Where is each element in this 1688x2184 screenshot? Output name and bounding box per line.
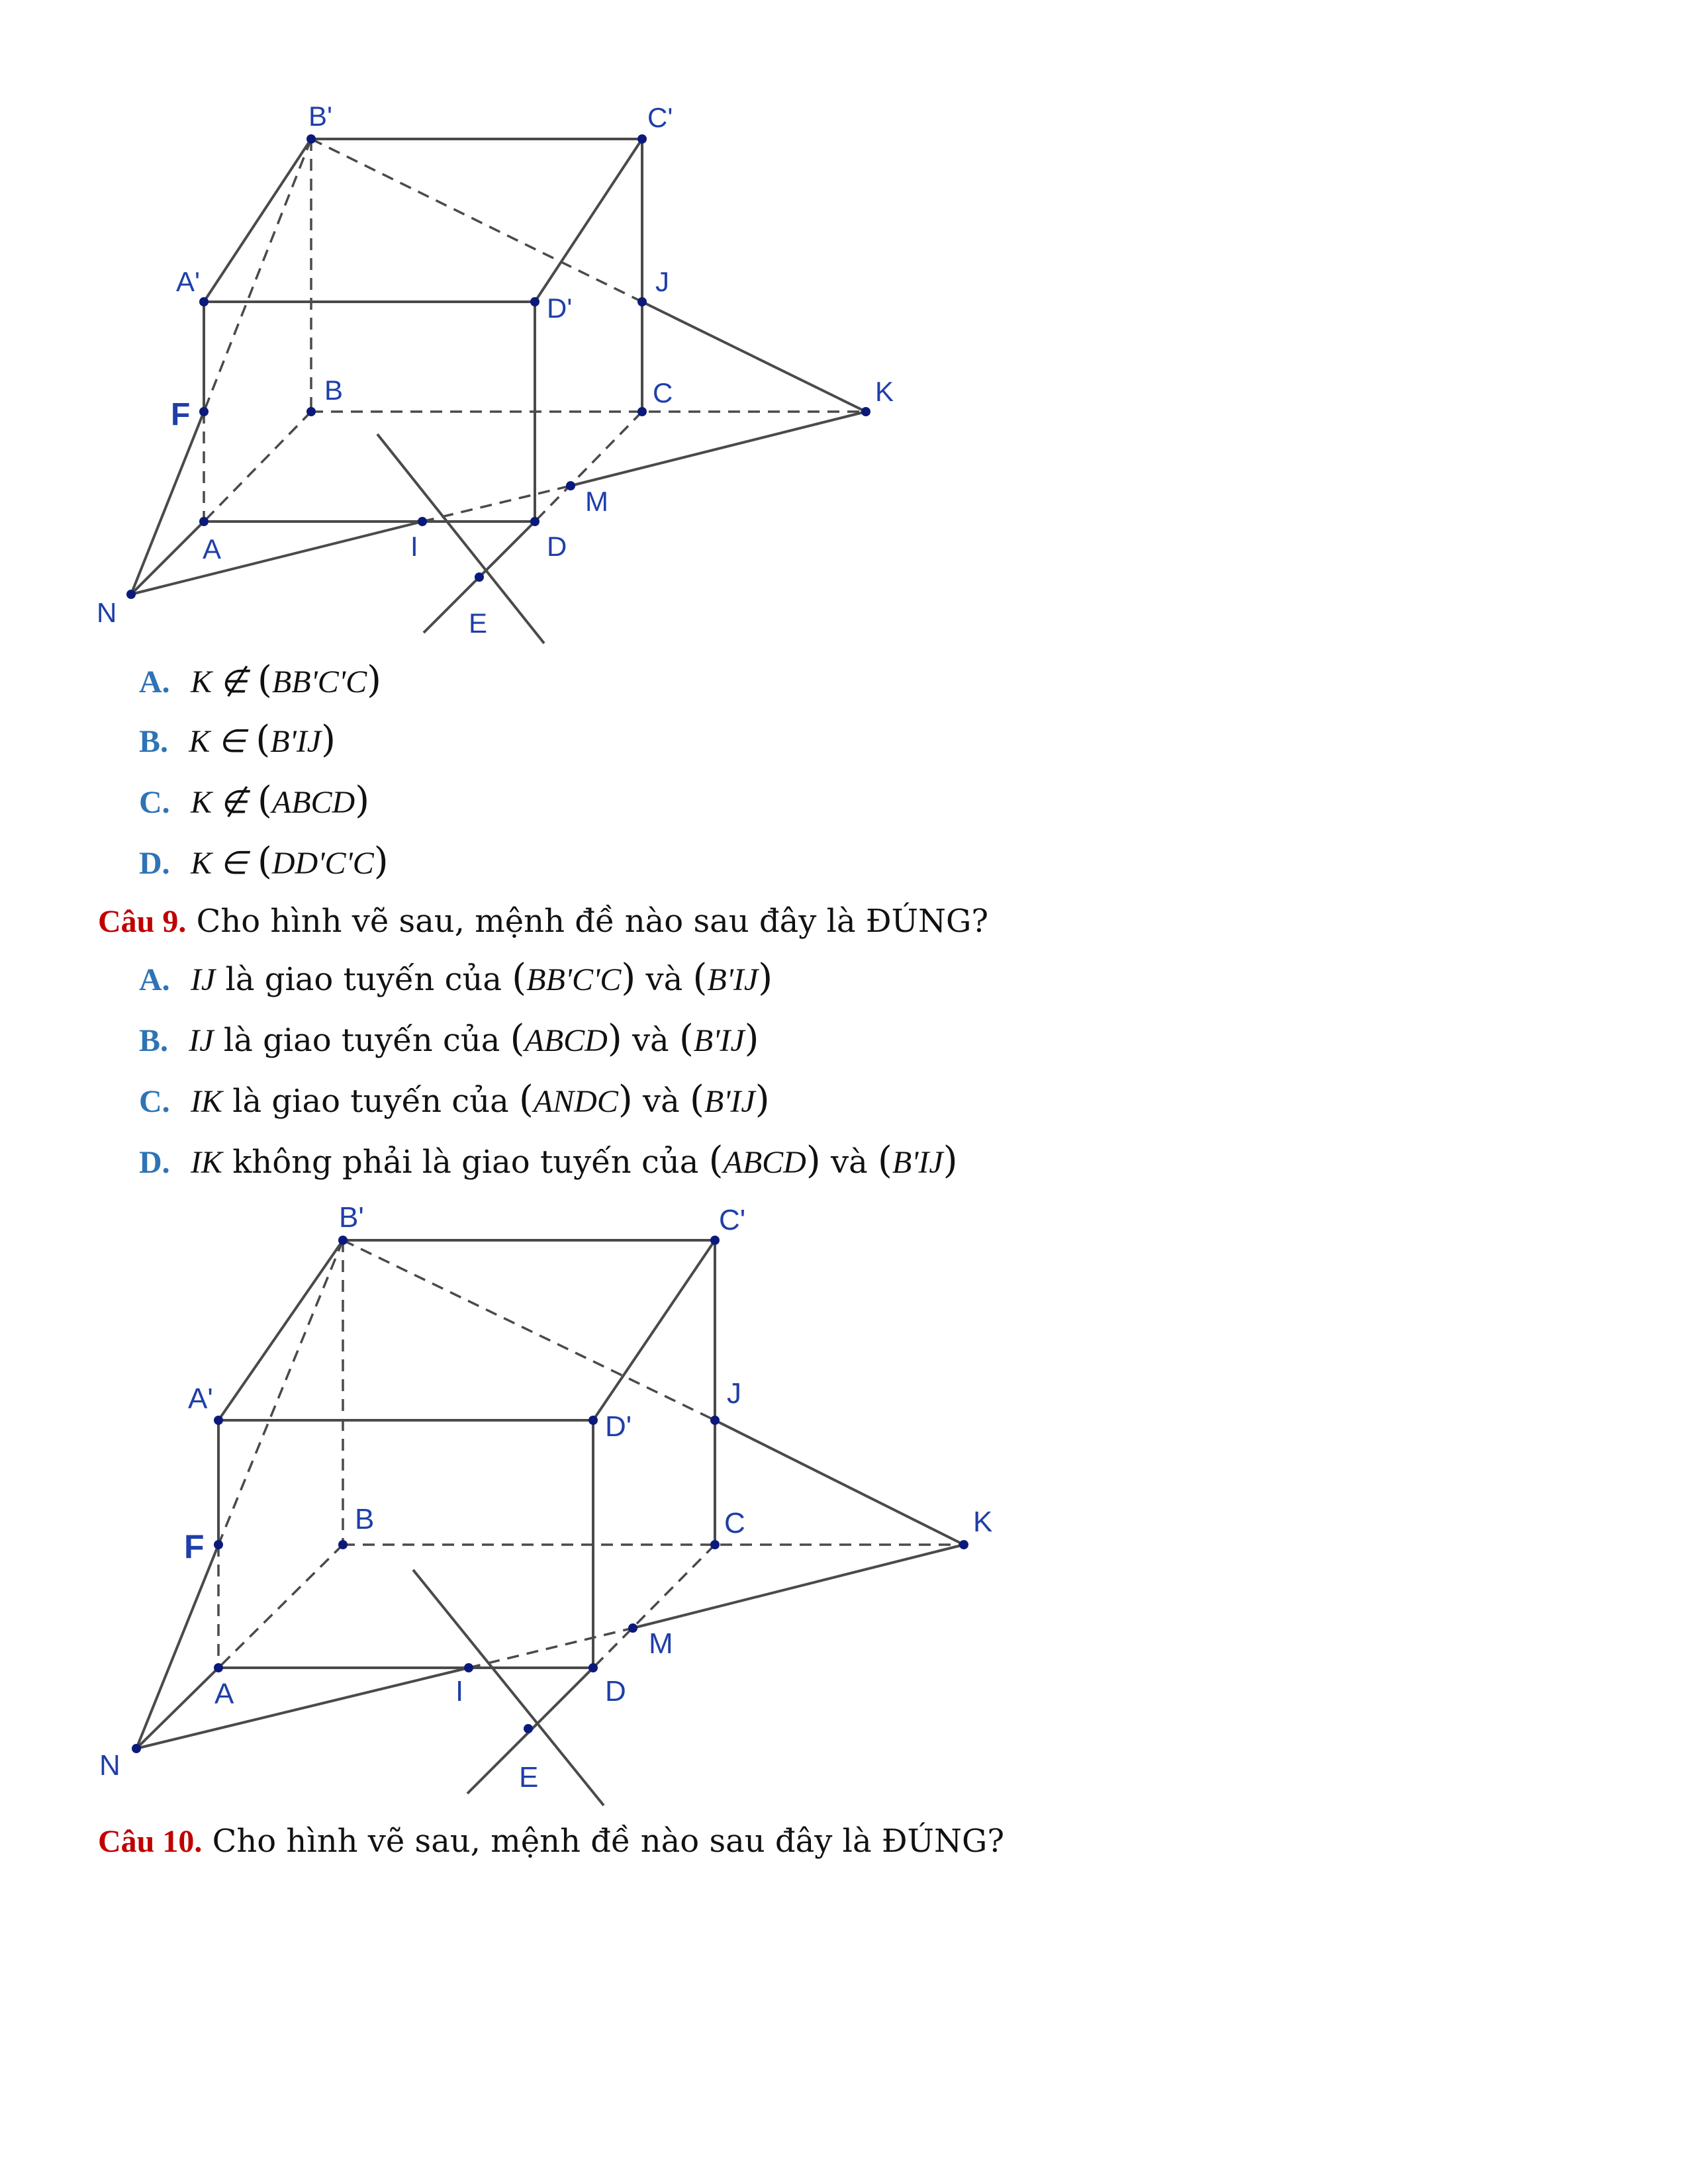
q9-stem: Câu 9. Cho hình vẽ sau, mệnh đề nào sau đây là ĐÚNG? [98, 903, 989, 940]
label-k: K [875, 376, 894, 407]
label-m: M [585, 486, 608, 517]
label-c-prime: C' [719, 1204, 746, 1236]
label-f: F [184, 1528, 205, 1565]
q8-option-d: D. K ∈ (DD'C'C) [139, 840, 389, 883]
q10-stem: Câu 10. Cho hình vẽ sau, mệnh đề nào sau đây là ĐÚNG? [98, 1823, 1005, 1860]
q9-option-c: C. IK là giao tuyến của (ANDC) và (B'IJ) [139, 1078, 770, 1121]
label-b-prime: B' [308, 101, 333, 132]
label-i: I [410, 531, 418, 562]
label-a-prime: A' [176, 266, 201, 297]
label-a: A [214, 1678, 234, 1710]
q8-option-b: B. K ∈ (B'IJ) [139, 718, 336, 761]
label-i: I [455, 1675, 464, 1707]
figure-1-solid-edges [131, 139, 866, 643]
label-b: B [355, 1503, 375, 1535]
figure-2-points [132, 1236, 968, 1753]
figure-2-solid-edges [136, 1240, 964, 1805]
label-n: N [99, 1749, 120, 1782]
q8-option-a: A. K ∉ (BB'C'C) [139, 659, 381, 702]
q9-option-d: D. IK không phải là giao tuyến của (ABCD) và (B'IJ) [139, 1139, 958, 1182]
label-c: C [653, 377, 673, 408]
label-a-prime: A' [188, 1383, 213, 1415]
figure-2-hidden-edges [218, 1240, 964, 1668]
label-f: F [171, 397, 191, 432]
label-d: D [605, 1675, 626, 1707]
geometry-figure-2 [0, 1185, 1688, 1820]
label-m: M [649, 1627, 673, 1660]
geometry-figure-1 [0, 0, 1688, 662]
label-k: K [973, 1506, 993, 1538]
label-d: D [547, 531, 567, 562]
figure-1-points [126, 134, 870, 599]
label-e: E [469, 608, 488, 639]
label-b: B [324, 375, 344, 406]
label-b-prime: B' [339, 1201, 364, 1234]
label-d-prime: D' [605, 1410, 632, 1443]
label-j: J [727, 1377, 741, 1410]
q9-option-b: B. IJ là giao tuyến của (ABCD) và (B'IJ) [139, 1017, 759, 1060]
label-n: N [97, 597, 117, 628]
label-d-prime: D' [547, 293, 573, 324]
label-c-prime: C' [647, 102, 673, 133]
label-a: A [203, 533, 222, 565]
label-j: J [655, 266, 669, 297]
label-e: E [519, 1761, 539, 1794]
q8-option-c: C. K ∉ (ABCD) [139, 779, 370, 822]
label-c: C [724, 1507, 745, 1539]
q9-option-a: A. IJ là giao tuyến của (BB'C'C) và (B'IJ) [139, 956, 773, 999]
